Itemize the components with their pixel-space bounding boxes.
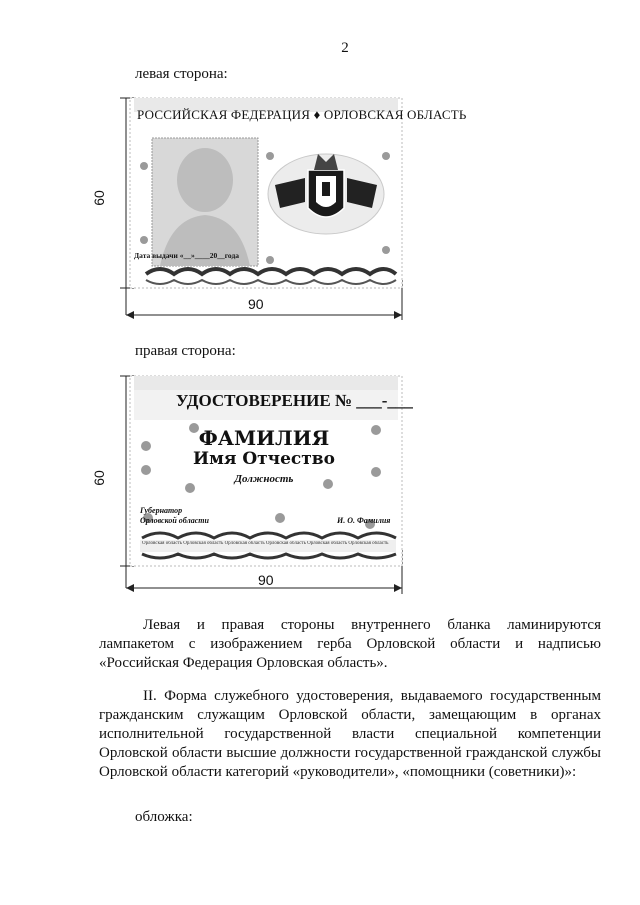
right-card-name: Имя Отчество [193,449,335,469]
left-card-header: РОССИЙСКАЯ ФЕДЕРАЦИЯ ♦ ОРЛОВСКАЯ ОБЛАСТЬ [137,107,467,122]
left-side-figure [90,90,467,320]
photo-head [177,148,233,212]
right-card-signer-name: И. О. Фамилия [337,516,391,525]
right-card-surname: ФАМИЛИЯ [198,426,330,450]
signer-title-line1: Губернатор [140,506,183,515]
right-card-position: Должность [234,473,294,485]
left-height-label: 60 [90,190,107,206]
signer-title-line2: Орловской области [140,516,209,525]
right-card-footer-strip: Орловская область Орловская область Орловская область Орловская область Орловская область Орловская область [142,541,389,546]
section-two-paragraph: II. Форма служебного удостоверения, выдаваемого государственным гражданским служащим Орловской области, замещающим в органах исполнительной государственной власти специальной компетенции Орловской области высшие должности государственной гражданской службы Орловской области категорий «руководители», «помощники (советники)»: [99,688,601,780]
coat-of-arms-icon [268,154,384,234]
right-width-label: 90 [258,572,274,588]
right-card-title: УДОСТОВЕРЕНИЕ № ___-___ [176,391,413,410]
right-side-label: правая сторона: [135,343,236,359]
left-side-label: левая сторона: [135,66,228,82]
right-card-signer-title [140,506,209,526]
left-card-issue-date: Дата выдачи «__»____20__года [134,251,239,260]
left-width-label: 90 [248,296,264,312]
right-height-label: 60 [90,470,107,486]
lamination-paragraph: Левая и правая стороны внутреннего бланка ламинируются лампакетом с изображением герба Орловской области и надписью «Российская Федерация Орловская область». [99,617,601,671]
cover-label: обложка: [135,809,193,825]
page-number: 2 [341,40,349,56]
